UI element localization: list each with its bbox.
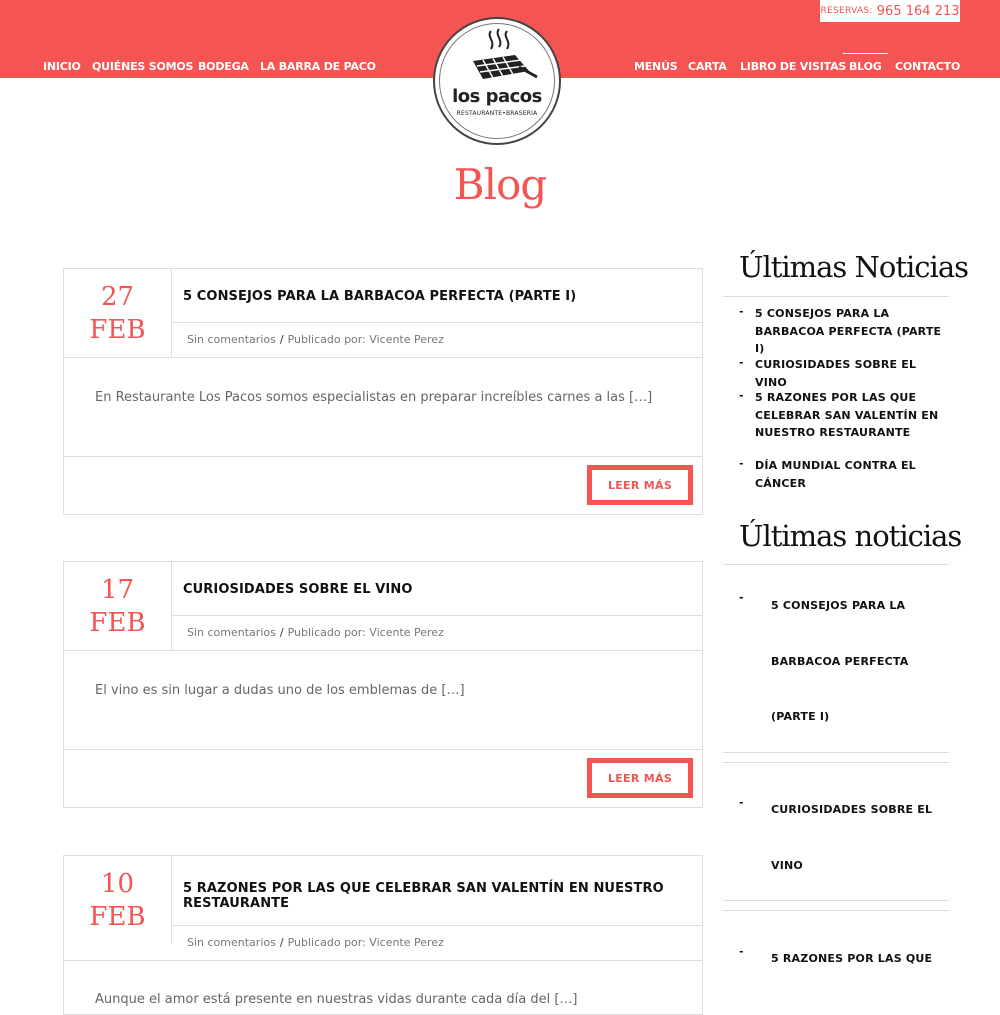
sidebar-news-link[interactable]: 5 RAZONES POR LAS QUE	[771, 952, 933, 965]
nav-carta[interactable]: CARTA	[688, 60, 727, 73]
meta-separator: /	[279, 333, 284, 346]
post-excerpt: En Restaurante Los Pacos somos especialistas en preparar increíbles carnes a las […]	[95, 390, 653, 405]
divider	[723, 900, 949, 901]
post-meta	[187, 333, 444, 346]
divider	[171, 925, 702, 926]
divider	[723, 752, 949, 753]
post-day: 27	[100, 282, 135, 312]
post-excerpt: El vino es sin lugar a dudas uno de los emblemas de […]	[95, 683, 465, 698]
bullet: -	[739, 796, 744, 809]
post-title[interactable]: 5 CONSEJOS PARA LA BARBACOA PERFECTA (PARTE I)	[183, 289, 577, 304]
meta-separator: /	[279, 626, 284, 639]
post-author: Publicado por: Vicente Perez	[287, 333, 444, 346]
divider	[64, 357, 702, 358]
post-month: FEB	[89, 315, 146, 345]
divider	[64, 456, 702, 457]
nav-bodega[interactable]: BODEGA	[198, 60, 249, 73]
sidebar-widget-title: Últimas Noticias	[739, 250, 968, 284]
divider	[64, 960, 702, 961]
sidebar-news-link[interactable]: CURIOSIDADES SOBRE EL VINO	[771, 803, 933, 872]
nav-libro-de-visitas[interactable]: LIBRO DE VISITAS	[740, 60, 847, 73]
post-date	[64, 856, 172, 944]
sidebar-news-link[interactable]: DÍA MUNDIAL CONTRA EL CÁNCER	[755, 459, 916, 490]
nav-menus[interactable]: MENÚS	[634, 60, 678, 73]
divider	[723, 762, 949, 763]
post-day: 17	[100, 575, 135, 605]
post-title[interactable]: CURIOSIDADES SOBRE EL VINO	[183, 582, 413, 597]
sidebar-news-link[interactable]: 5 CONSEJOS PARA LA BARBACOA PERFECTA (PARTE I)	[755, 307, 942, 355]
meta-separator: /	[279, 936, 284, 949]
bullet: -	[739, 389, 744, 402]
logo-name: los pacos	[452, 86, 542, 107]
post-comments[interactable]: Sin comentarios	[187, 626, 276, 639]
bullet: -	[739, 356, 744, 369]
reservations-phone[interactable]: 965 164 213	[876, 3, 960, 19]
reservations-label: RESERVAS:	[820, 6, 873, 16]
post-excerpt: Aunque el amor está presente en nuestras vidas durante cada día del […]	[95, 992, 578, 1007]
read-more-button[interactable]	[587, 758, 693, 798]
bullet: -	[739, 591, 744, 604]
grill-icon	[459, 27, 539, 87]
post-comments[interactable]: Sin comentarios	[187, 936, 276, 949]
divider	[723, 910, 949, 911]
nav-quienes-somos[interactable]: QUIÉNES SOMOS	[92, 60, 194, 73]
post-month: FEB	[89, 608, 146, 638]
page-title: Blog	[453, 160, 547, 209]
post-day: 10	[100, 869, 135, 899]
bullet: -	[739, 305, 744, 318]
divider	[64, 749, 702, 750]
post-month: FEB	[89, 902, 146, 932]
post-date	[64, 269, 172, 357]
nav-blog[interactable]: BLOG	[849, 60, 882, 73]
bullet: -	[739, 945, 744, 958]
logo-subtitle: RESTAURANTE•BRASERIA	[456, 110, 538, 117]
site-logo[interactable]	[433, 17, 561, 145]
sidebar-news-link[interactable]: CURIOSIDADES SOBRE EL VINO	[755, 358, 917, 389]
post-title[interactable]: 5 RAZONES POR LAS QUE CELEBRAR SAN VALENTÍN EN NUESTRO RESTAURANTE	[183, 881, 664, 911]
nav-la-barra-de-paco[interactable]: LA BARRA DE PACO	[260, 60, 376, 73]
post-comments[interactable]: Sin comentarios	[187, 333, 276, 346]
read-more-button[interactable]	[587, 465, 693, 505]
sidebar-news-link[interactable]: 5 CONSEJOS PARA LA BARBACOA PERFECTA (PARTE I)	[771, 599, 909, 723]
post-date	[64, 562, 172, 650]
post-author: Publicado por: Vicente Perez	[287, 936, 444, 949]
read-more-label: LEER MÁS	[592, 470, 688, 500]
reservations-box[interactable]	[820, 0, 960, 22]
post-meta	[187, 626, 444, 639]
post-card	[63, 561, 703, 808]
post-meta	[187, 936, 444, 949]
divider	[171, 615, 702, 616]
sidebar-widget-title: Últimas noticias	[739, 519, 962, 553]
post-card	[63, 268, 703, 515]
read-more-label: LEER MÁS	[592, 763, 688, 793]
sidebar-news-link[interactable]: 5 RAZONES POR LAS QUE CELEBRAR SAN VALENTÍN EN NUESTRO RESTAURANTE	[755, 391, 939, 439]
nav-inicio[interactable]: INICIO	[43, 60, 81, 73]
divider	[723, 296, 949, 297]
divider	[64, 650, 702, 651]
nav-contacto[interactable]: CONTACTO	[895, 60, 961, 73]
divider	[723, 564, 949, 565]
divider	[171, 322, 702, 323]
post-card	[63, 855, 703, 1015]
bullet: -	[739, 457, 744, 470]
post-author: Publicado por: Vicente Perez	[287, 626, 444, 639]
